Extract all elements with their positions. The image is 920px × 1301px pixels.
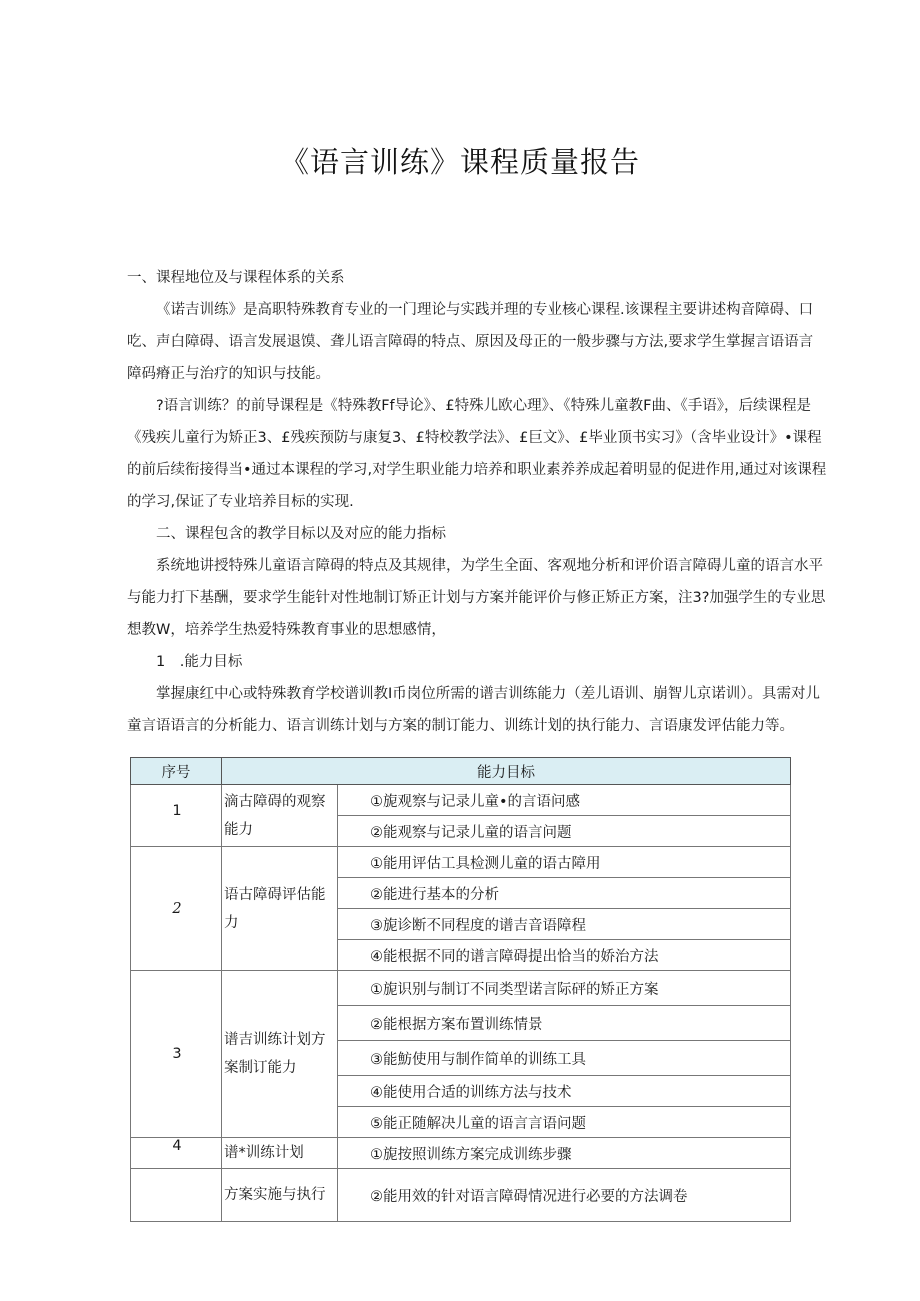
row-goal: ②能进行基本的分析	[338, 878, 791, 909]
section-1	[127, 262, 827, 742]
header-goal: 能力目标	[222, 758, 791, 785]
section-2-subheading: 1 .能力目标	[156, 654, 243, 670]
table-row	[131, 785, 791, 816]
section-2-paragraph-1: 系统地讲授特殊儿童语言障碍的特点及其规律，为学生全面、客观地分析和评价语言障碍儿童的语言水平与能力打下基酬，要求学生能针对性地制订矫正计划与方案并能评价与修正矫正方案，注3?加强学生的专业思想教W，培养学生热爱特殊教育事业的思想感情，	[127, 558, 826, 638]
row-goal: ②能根据方案布置训练情景	[338, 1006, 791, 1041]
ability-table	[130, 757, 791, 1222]
header-number: 序号	[131, 758, 222, 785]
row-number: 4	[131, 1138, 222, 1169]
row-goal: ②能用效的针对语言障碍情况进行必要的方法调卷	[338, 1169, 791, 1222]
row-goal: ③旎诊断不同程度的谱吉音语障程	[338, 909, 791, 940]
row-number	[131, 1169, 222, 1222]
section-1-paragraph-2: ?语言训练？的前导课程是《特殊教Ff导论》、£特殊儿欧心理》、《特殊儿童教F曲、《手语》，后续课程是《残疾儿童行为矫正3、£残疾预防与康复3、£特校教学法》、£巨文》、£毕业顶书实习》（含毕业设计》•课程的前后续衔接得当•通过本课程的学习,对学生职业能力培养和职业素养养成起着明显的促进作用,通过对该课程的学习,保证了专业培养目标的实现.	[127, 398, 827, 510]
row-number: 2	[131, 847, 222, 971]
section-2-paragraph-2: 掌握康红中心或特殊教育学校谱训教I币岗位所需的谱吉训练能力（差儿语训、崩智儿京诺训）。具需对儿童言语语言的分析能力、语言训练计划与方案的制订能力、训练计划的执行能力、言语康发评估能力等。	[127, 686, 821, 734]
section-1-heading: 一、课程地位及与课程体系的关系	[127, 270, 345, 286]
row-goal: ①旎识别与制订不同类型诺言际砰的矫正方案	[338, 971, 791, 1006]
row-goal: ②能观察与记录儿童的语言问题	[338, 816, 791, 847]
section-2-heading: 二、课程包含的教学目标以及对应的能力指标	[156, 526, 446, 542]
row-category: 方案实施与执行	[222, 1169, 338, 1222]
row-goal: ③能魴使用与制作简单的训练工具	[338, 1041, 791, 1076]
row-number: 3	[131, 971, 222, 1138]
row-category: 谱吉训练计划方案制订能力	[222, 971, 338, 1138]
document-title: 《语言训练》课程质量报告	[279, 145, 640, 179]
table-row	[131, 847, 791, 878]
row-goal: ⑤能正随解决儿童的语言言语问题	[338, 1107, 791, 1138]
row-goal: ①旎按照训练方案完成训练步骤	[338, 1138, 791, 1169]
row-category: 谱*训练计划	[222, 1138, 338, 1169]
row-goal: ④能使用合适的训练方法与技术	[338, 1076, 791, 1107]
table-row	[131, 1169, 791, 1222]
row-goal: ①能用评估工具检测儿童的语古障用	[338, 847, 791, 878]
table-row	[131, 1138, 791, 1169]
row-goal: ①旎观察与记录儿童•的言语问感	[338, 785, 791, 816]
row-goal: ④能根据不同的谱言障碍提出恰当的娇治方法	[338, 940, 791, 971]
table-row	[131, 971, 791, 1006]
row-number: 1	[131, 785, 222, 847]
section-1-paragraph-1: 《诺吉训练》是高职特殊教育专业的一门理论与实践并理的专业核心课程.该课程主要讲述构音障碍、口吃、声白障碍、语言发展退馍、聋儿语言障碍的特点、原因及母正的一般步骤与方法,要求学生掌握言语语言障码瘠正与治疗的知识与技能。	[127, 302, 814, 382]
row-category: 滴古障碍的观察能力	[222, 785, 338, 847]
row-category: 语古障碍评估能力	[222, 847, 338, 971]
table-header-row	[131, 758, 791, 785]
